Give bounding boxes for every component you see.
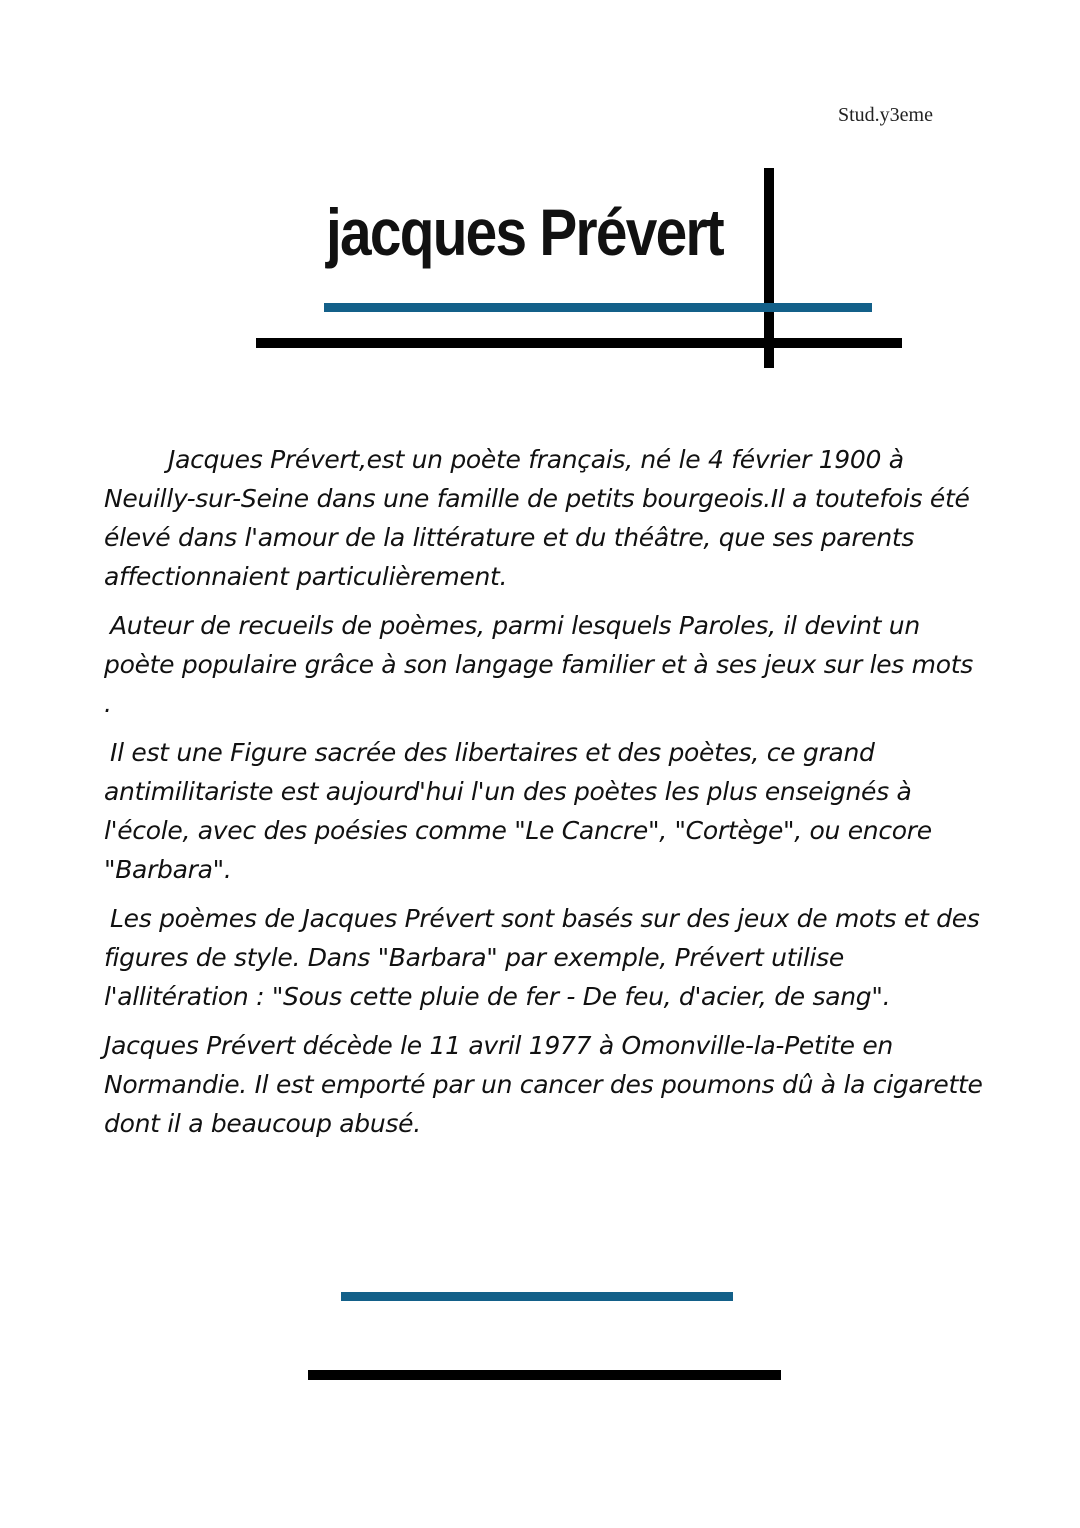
title-black-rule [256,338,902,348]
paragraph-works: Auteur de recueils de poèmes, parmi lesquels Paroles, il devint un poète populaire grâce à son langage familier et à ses jeux sur les mots . [104,611,973,718]
title-blue-rule [324,303,872,312]
paragraph-style: Les poèmes de Jacques Prévert sont basés sur des jeux de mots et des figures de style. Dans "Barbara" par exemple, Prévert utilise l'allitération : "Sous cette pluie de fer - De feu, d'acier, de sang". [104,904,980,1011]
footer-blue-rule [341,1292,733,1301]
paragraph-death: Jacques Prévert décède le 11 avril 1977 à Omonville-la-Petite en Normandie. Il est emporté par un cancer des poumons dû à la cigarette dont il a beaucoup abusé. [104,1031,983,1138]
paragraph-birth: Jacques Prévert,est un poète français, né le 4 février 1900 à Neuilly-sur-Seine dans une famille de petits bourgeois.Il a toutefois été élevé dans l'amour de la littérature et du théâtre, que ses parents affectionnaient particulièrement. [104,445,970,591]
body-text [104,440,984,1153]
author-tag: Stud.y3eme [838,104,933,126]
footer-black-rule [308,1370,781,1380]
paragraph-legacy: Il est une Figure sacrée des libertaires et des poètes, ce grand antimilitariste est aujourd'hui l'un des poètes les plus enseignés à l'école, avec des poésies comme "Le Cancre", "Cortège", ou encore "Barbara". [104,738,932,884]
page-title: jacques Prévert [326,195,723,269]
